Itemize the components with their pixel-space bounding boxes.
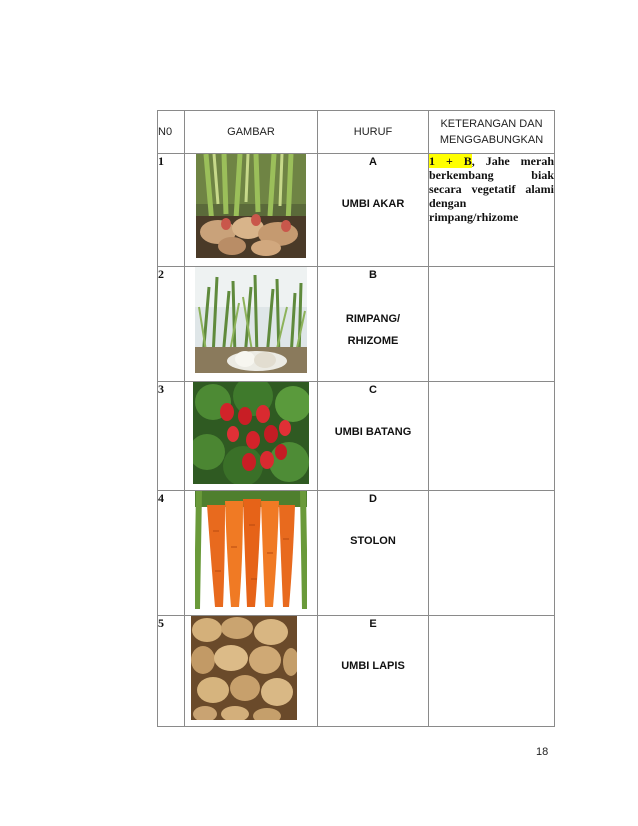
image-cell [185,491,318,616]
huruf-letter: E [369,618,377,630]
row-number: 2 [158,267,185,382]
huruf-label: RIMPANG/ [345,313,401,325]
header-no: N0 [158,111,185,154]
keterangan-cell [429,616,555,727]
huruf-cell [318,616,429,727]
plant-reproduction-table [157,110,555,727]
header-huruf: HURUF [318,111,429,154]
huruf-label: STOLON [350,535,396,547]
ginger-rhizome-photo [196,154,306,258]
keterangan-cell [429,154,555,267]
header-gambar: GAMBAR [185,111,318,154]
header-keterangan-line2: MENGGABUNGKAN [439,134,544,146]
image-cell [185,382,318,491]
table-row [158,382,555,491]
header-keterangan [429,111,555,154]
huruf-cell [318,154,429,267]
page-number: 18 [536,746,549,758]
carrots-photo [195,491,307,609]
table-header-row [158,111,555,154]
image-cell [185,267,318,382]
potatoes-photo [191,616,297,720]
huruf-label: UMBI BATANG [334,426,412,438]
keterangan-text: , Jahe merah berkembang biak secara vegetatif alami dengan rimpang/rhizome [429,154,555,224]
table-row [158,491,555,616]
huruf-cell [318,267,429,382]
keterangan-cell [429,382,555,491]
huruf-label: UMBI AKAR [341,198,405,210]
huruf-cell [318,491,429,616]
row-number: 3 [158,382,185,491]
huruf-letter: A [369,156,377,168]
huruf-label: UMBI LAPIS [341,660,405,672]
table-row [158,616,555,727]
header-keterangan-line1: KETERANGAN DAN [440,118,543,130]
keterangan-highlight: 1 + B [429,154,472,168]
row-number: 5 [158,616,185,727]
garlic-bulb-plants-photo [195,267,307,373]
strawberry-plant-photo [193,382,309,484]
huruf-letter: D [369,493,377,505]
huruf-cell [318,382,429,491]
keterangan-cell [429,491,555,616]
row-number: 1 [158,154,185,267]
image-cell [185,616,318,727]
huruf-letter: C [369,384,377,396]
keterangan-cell [429,267,555,382]
image-cell [185,154,318,267]
table-row [158,154,555,267]
row-number: 4 [158,491,185,616]
huruf-letter: B [369,269,377,281]
huruf-label-line2: RHIZOME [347,335,399,347]
table-row [158,267,555,382]
